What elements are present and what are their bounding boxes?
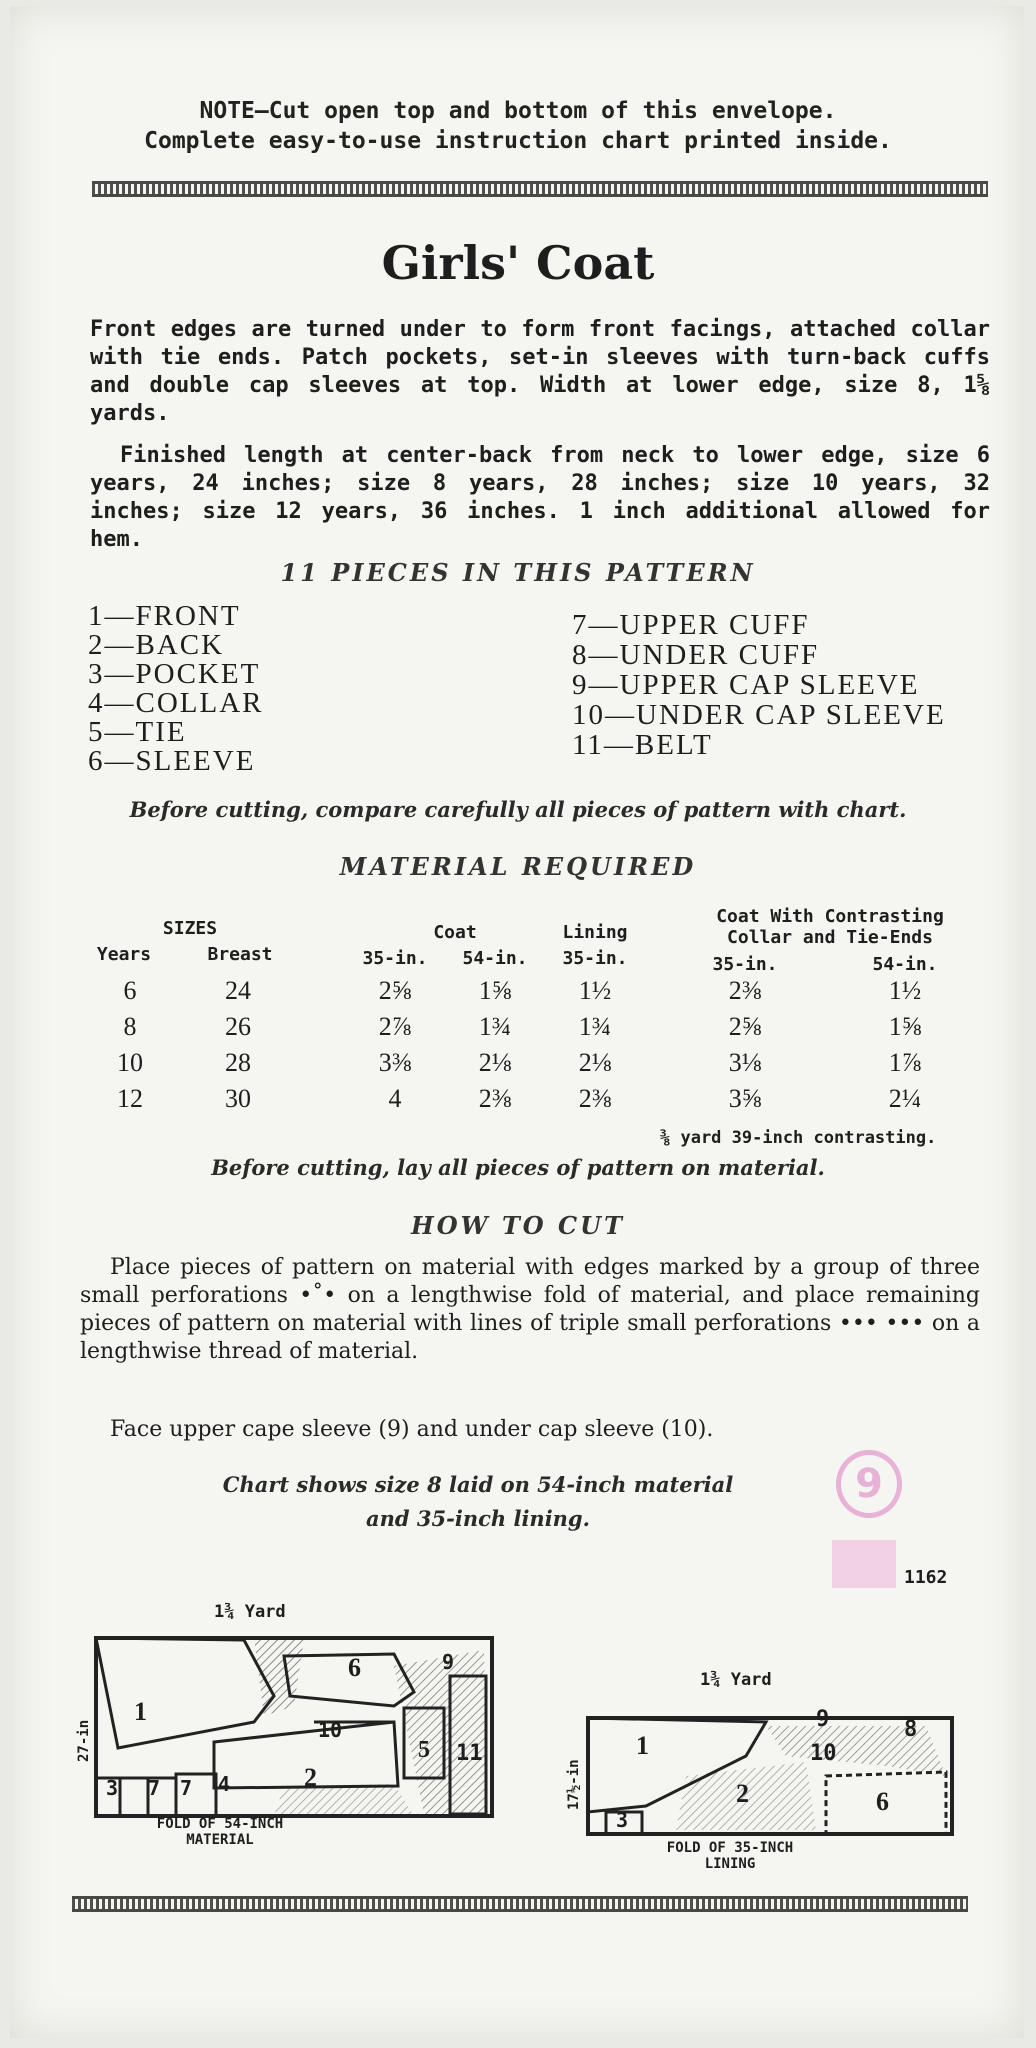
description-paragraph: Front edges are turned under to form front facings, attached collar with tie ends. Patch pockets, set-in sleeves with turn-back cuffs and double cap sleeves at top. Width at lower edge, size 8, 1⅝ yards. — [90, 317, 990, 426]
cell-contrast-35: 3⅛ — [728, 1048, 762, 1077]
contrast-54-header: 54-in. — [872, 954, 938, 975]
pink-stamp-smudge — [832, 1540, 896, 1588]
cell-contrast-54: 1⅞ — [888, 1048, 922, 1077]
material-heading: MATERIAL REQUIRED — [339, 852, 697, 881]
diagram1-piece-label: 9 — [442, 1650, 455, 1674]
diagram2-piece-label: 10 — [810, 1741, 837, 1766]
howto-heading: HOW TO CUT — [411, 1211, 625, 1240]
compare-note: Before cutting, compare carefully all pieces of pattern with chart. — [129, 797, 907, 822]
piece-item: 5—TIE — [88, 716, 187, 748]
piece-item: 4—COLLAR — [88, 687, 264, 719]
face-note: Face upper cape sleeve (9) and under cap sleeve (10). — [110, 1417, 714, 1442]
cell-lining: 1½ — [578, 976, 612, 1005]
piece-item: 6—SLEEVE — [88, 745, 256, 777]
yard-label-1: 1¾ Yard — [214, 1602, 286, 1622]
cell-contrast-54: 1½ — [888, 976, 922, 1005]
table-row — [0, 1048, 1036, 1082]
envelope-note — [0, 96, 1036, 156]
diagram1-caption-line1: FOLD OF 54-INCH — [156, 1816, 284, 1832]
diagram1-piece-label: 4 — [218, 1772, 231, 1796]
cell-years: 6 — [123, 976, 137, 1005]
diagram1-piece-label: 7 — [148, 1776, 161, 1800]
diagram1-piece-label: 11 — [456, 1741, 483, 1766]
breast-header: Breast — [207, 944, 273, 965]
diagram2-piece-label: 6 — [876, 1787, 889, 1816]
piece-item: 7—UPPER CUFF — [572, 609, 810, 641]
width-label-1: 27-in — [76, 1719, 92, 1762]
diagram2-caption-line1: FOLD OF 35-INCH — [666, 1840, 794, 1856]
cell-coat-35: 4 — [388, 1084, 402, 1113]
note-line-2: Complete easy-to-use instruction chart printed inside. — [144, 128, 892, 154]
cell-lining: 2⅜ — [578, 1084, 612, 1113]
cell-breast: 30 — [225, 1084, 251, 1113]
diagram1-piece-label: 5 — [418, 1737, 430, 1763]
length-paragraph: Finished length at center-back from neck to lower edge, size 6 years, 24 inches; size 8 years, 28 inches; size 10 years, 32 inches; size 12 years, 36 inches. 1 inch additional allowed for hem. — [90, 443, 990, 552]
cell-contrast-35: 2⅝ — [728, 1012, 762, 1041]
contrast-yard-note: ⅜ yard 39-inch contrasting. — [660, 1128, 937, 1148]
cell-coat-35: 2⅞ — [378, 1012, 412, 1041]
diagram1-piece-label: 7 — [180, 1776, 193, 1800]
lining-header: Lining — [562, 922, 628, 943]
diagram2-piece-label: 3 — [616, 1808, 629, 1832]
table-row — [0, 1012, 1036, 1046]
diagram1-piece-label: 3 — [106, 1776, 119, 1800]
piece-item: 8—UNDER CUFF — [572, 639, 820, 671]
contrast-35-header: 35-in. — [712, 954, 778, 975]
pieces-heading: 11 PIECES IN THIS PATTERN — [280, 558, 756, 587]
diagram2-caption-line2: LINING — [704, 1856, 756, 1872]
cell-years: 8 — [123, 1012, 137, 1041]
chart-caption-1: Chart shows size 8 laid on 54-inch material — [222, 1472, 734, 1497]
table-row — [0, 976, 1036, 1010]
width-label-2: 17½-in — [566, 1759, 582, 1810]
diagram1-piece-label: 1 — [134, 1697, 147, 1726]
pieces-list-left — [88, 602, 264, 776]
cell-breast: 24 — [225, 976, 251, 1005]
cell-breast: 28 — [225, 1048, 251, 1077]
pink-stamp-mark: 9 — [836, 1450, 902, 1518]
diagram2-piece-label: 1 — [636, 1731, 649, 1760]
cell-years: 10 — [117, 1048, 143, 1077]
cell-breast: 26 — [225, 1012, 251, 1041]
coat-54-header: 54-in. — [462, 948, 528, 969]
diagram2-piece-label: 2 — [736, 1779, 749, 1808]
contrast-header: Coat With Contrasting Collar and Tie-Ends — [716, 906, 944, 948]
lining-35-header: 35-in. — [562, 948, 628, 969]
pattern-title: Girls' Coat — [381, 236, 655, 290]
cell-contrast-54: 1⅝ — [888, 1012, 922, 1041]
cell-coat-54: 2⅛ — [478, 1048, 512, 1077]
table-row — [0, 1084, 1036, 1118]
cell-contrast-54: 2¼ — [888, 1084, 922, 1113]
sizes-header: SIZES — [162, 918, 218, 939]
diagram2-piece-label: 8 — [904, 1717, 918, 1742]
bottom-divider — [72, 1896, 968, 1912]
cell-lining: 2⅛ — [578, 1048, 612, 1077]
cell-contrast-35: 3⅝ — [728, 1084, 762, 1113]
cell-coat-35: 2⅝ — [378, 976, 412, 1005]
piece-item: 3—POCKET — [88, 658, 261, 690]
cell-coat-54: 1¾ — [478, 1012, 512, 1041]
top-divider — [92, 181, 988, 197]
cell-years: 12 — [117, 1084, 143, 1113]
cell-coat-54: 1⅝ — [478, 976, 512, 1005]
howto-paragraph: Place pieces of pattern on material with edges marked by a group of three small perforations •˚• on a lengthwise fold of material, and place remaining pieces of pattern on material with lines of triple small perforations ••• ••• on a lengthwise thread of material. — [80, 1255, 980, 1364]
lay-note: Before cutting, lay all pieces of pattern on material. — [211, 1155, 825, 1180]
diagram1-caption-line2: MATERIAL — [186, 1832, 254, 1848]
years-header: Years — [96, 944, 152, 965]
cell-coat-35: 3⅜ — [378, 1048, 412, 1077]
piece-item: 2—BACK — [88, 629, 225, 661]
cell-coat-54: 2⅜ — [478, 1084, 512, 1113]
coat-header: Coat — [433, 922, 477, 943]
piece-item: 1—FRONT — [88, 600, 241, 632]
chart-caption-2: and 35-inch lining. — [366, 1506, 590, 1531]
diagram1-piece-label: 10 — [318, 1718, 343, 1742]
cell-lining: 1¾ — [578, 1012, 612, 1041]
piece-item: 10—UNDER CAP SLEEVE — [572, 699, 946, 731]
coat-35-header: 35-in. — [362, 948, 428, 969]
diagram1-piece-label: 6 — [348, 1653, 361, 1682]
pattern-number: 1162 — [904, 1567, 948, 1588]
yard-label-2: 1¾ Yard — [700, 1670, 772, 1690]
piece-item: 11—BELT — [572, 729, 713, 761]
cell-contrast-35: 2⅜ — [728, 976, 762, 1005]
diagram1-caption — [130, 1816, 310, 1848]
pieces-list-right — [572, 610, 946, 760]
diagram1-piece-label: 2 — [304, 1763, 317, 1792]
note-line-1: NOTE—Cut open top and bottom of this envelope. — [199, 98, 837, 124]
diagram2-piece-label: 9 — [816, 1707, 830, 1732]
diagram2-caption — [640, 1840, 820, 1872]
piece-item: 9—UPPER CAP SLEEVE — [572, 669, 920, 701]
